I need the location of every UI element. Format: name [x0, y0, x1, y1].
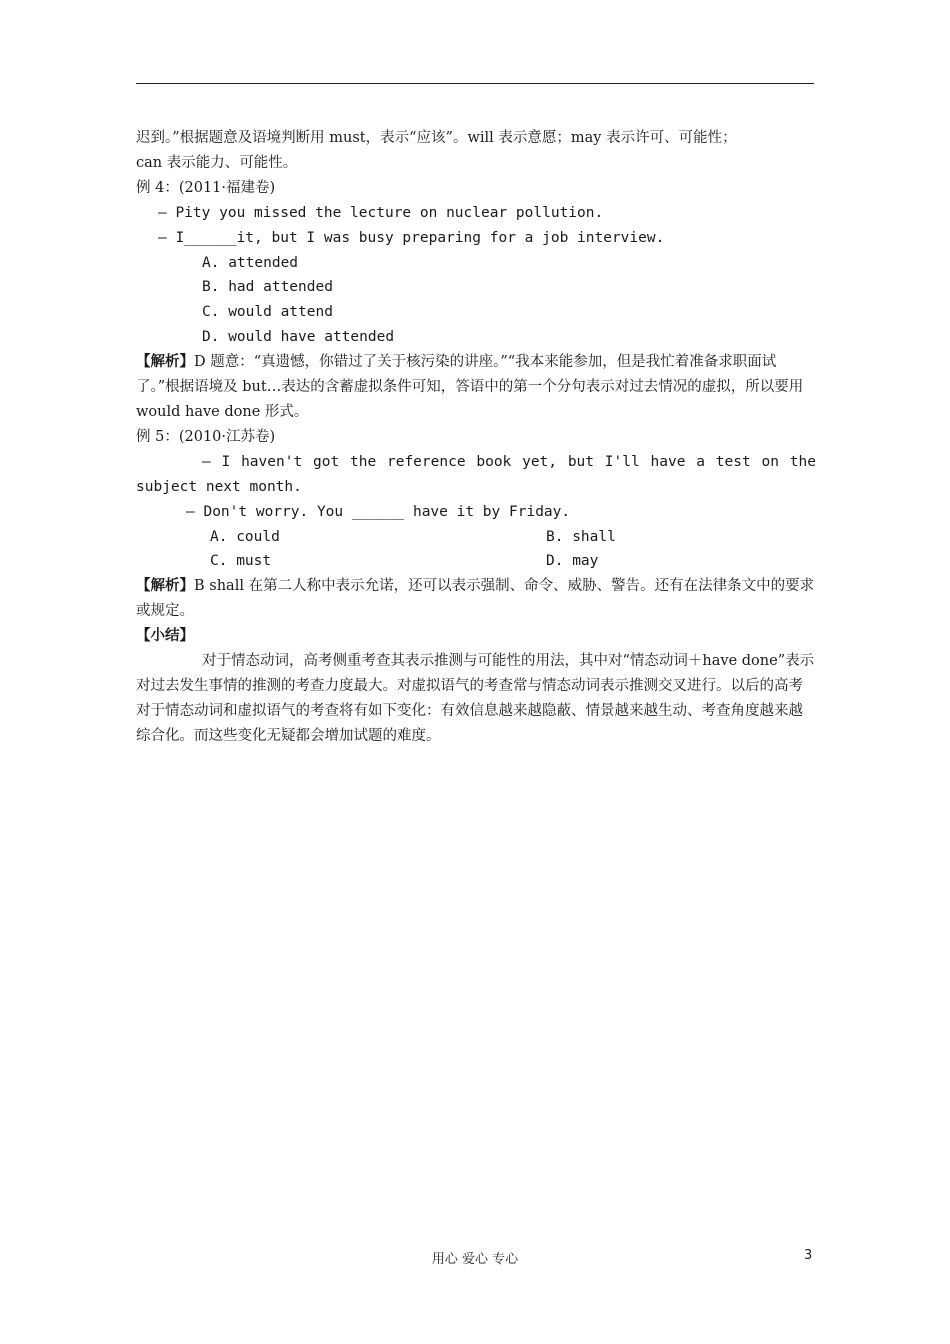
text-line: 迟到。”根据题意及语境判断用 must，表示“应该”。will 表示意愿；may 表示许可、可能性；	[136, 130, 737, 146]
example-5-option-d: D. may	[546, 553, 599, 570]
example-5-explanation	[136, 574, 816, 624]
example-5-option-row	[136, 549, 816, 574]
header-rule	[136, 83, 814, 84]
example-5-question-line: — I haven't got the reference book yet, but I'll have a test on the	[202, 453, 816, 470]
example-5-question-line: subject next month.	[136, 478, 302, 495]
summary-title: 【小结】	[136, 627, 194, 645]
summary-paragraph: 对于情态动词，高考侧重考查其表示推测与可能性的用法，其中对“情态动词＋have done”表示对过去发生事情的推测的考查力度最大。对虚拟语气的考查常与情态动词表示推测交叉进行。以后的高考对于情态动词和虚拟语气的考查将有如下变化：有效信息越来越隐蔽、情景越来越生动、考查角度越来越综合化。而这些变化无疑都会增加试题的难度。	[136, 653, 815, 744]
example-4-explanation	[136, 350, 816, 425]
example-4-option-a: A. attended	[202, 254, 299, 271]
example-4-question-line: — I______it, but I was busy preparing for a job interview.	[158, 229, 665, 246]
explanation-text: D 题意：“真遗憾，你错过了关于核污染的讲座。”“我本来能参加，但是我忙着准备求职面试了。”根据语境及 but…表达的含蓄虚拟条件可知，答语中的第一个分句表示对过去情况的虚拟，所以要用 would have done 形式。	[136, 354, 804, 420]
example-4-question-line: — Pity you missed the lecture on nuclear pollution.	[158, 204, 604, 221]
footer-slogan: 用心 爱心 专心	[431, 1252, 519, 1267]
example-4-option-b: B. had attended	[202, 279, 333, 296]
example-5-question-line: — Don't worry. You ______ have it by Friday.	[186, 503, 571, 520]
text-line: can 表示能力、可能性。	[136, 154, 298, 171]
example-5-option-a: A. could	[210, 528, 280, 545]
example-5-title: 例 5：(2010·江苏卷)	[136, 428, 276, 445]
explanation-label: 【解析】	[136, 353, 194, 371]
example-5-option-c: C. must	[210, 553, 272, 570]
explanation-label: 【解析】	[136, 577, 194, 595]
example-4-option-d: D. would have attended	[202, 329, 395, 346]
document-body	[136, 126, 816, 749]
example-4-title: 例 4：(2011·福建卷)	[136, 179, 276, 196]
explanation-text: B shall 在第二人称中表示允诺，还可以表示强制、命令、威胁、警告。还有在法律条文中的要求或规定。	[136, 578, 815, 620]
page-number: 3	[804, 1248, 813, 1263]
example-5-option-b: B. shall	[546, 528, 616, 545]
example-4-option-c: C. would attend	[202, 304, 333, 321]
example-5-option-row	[136, 525, 816, 550]
